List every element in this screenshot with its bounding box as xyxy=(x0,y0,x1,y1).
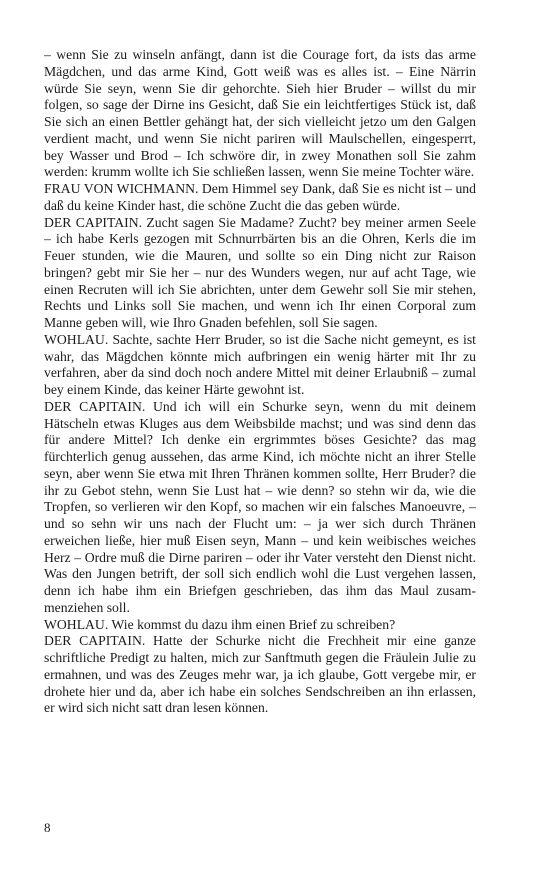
body-text xyxy=(44,47,476,717)
page-number: 8 xyxy=(44,820,51,835)
paragraph-captain-speech-continued: – wenn Sie zu winseln anfängt, dann ist die Courage fort, da ists das arme Mägdchen, und das arme Kind, Gott weiß was es alles ist. – Eine Närrin würde Sie seyn, wenn Sie dir gehorchte. Sieh hier Bruder – willst du mir folgen, so sage der Dirne ins Gesicht, daß Sie ein leichtfertiges Stück ist, daß Sie sich an einen Bettler gehängt hat, der sich vielleicht jetzo um den Galgen verdient macht, und wenn Sie nicht pariren will Maulschellen, eingesperrt, bey Wasser und Brod – Ich schwöre dir, in zwey Monathen soll Sie zahm werden: krumm wollte ich Sie schließen lassen, wenn Sie meine Tochter wäre. xyxy=(44,47,476,180)
paragraph-wohlau-brief: WOHLAU. Wie kommst du dazu ihm einen Brief zu schreiben? xyxy=(44,616,396,632)
paragraph-frau-von-wichmann: FRAU VON WICHMANN. Dem Himmel sey Dank, daß Sie es nicht ist – und daß du keine Kinder hast, die schöne Zucht die das geben würde. xyxy=(44,181,476,213)
paragraph-wohlau-sachte: WOHLAU. Sachte, sachte Herr Bruder, so ist die Sache nicht gemeynt, es ist wahr, das Mägdchen könnte mich aufbringen ein wenig härter mit Ihr zu verfahren, aber da sind doch noch andere Mittel mit deiner Erlaubniß – zumal bey einem Kinde, das keiner Härte gewohnt ist. xyxy=(44,331,476,397)
paragraph-captain-schurke: DER CAPITAIN. Und ich will ein Schurke seyn, wenn du mit deinem Hätscheln etwas Kluges aus dem Weibsbilde machst; und was sind denn das für andere Mittel? Ich denke ein ergrimmtes böses Gesichte? das mag fürchterlich genug aussehen, das arme Kind, ich möchte nicht an ihrer Stelle seyn, aber wenn Sie etwa mit Ihren Thränen kommen sollte, Herr Bruder? die ihr zu Gebot stehn, wenn Sie Lust hat – wie denn? so stehn wir da, wie die Tropfen, so verlieren wir den Kopf, so machen wir ein falsches Manoeuvre, – und so sehn wir uns nach der Flucht um: – ja wer sich durch Thränen erweichen ließe, hier muß Eisen seyn, Mann – und kein weibisches weiches Herz – Ordre muß die Dirne pariren – oder ihr Vater versteht den Dienst nicht. Was den Jungen betrift, der soll sich endlich wohl die Lust vergehen lassen, denn ich habe ihm ein Briefgen geschrieben, das ihm das Maul zusammenziehen soll. xyxy=(44,398,476,615)
paragraph-captain-predigt: DER CAPITAIN. Hatte der Schurke nicht die Frechheit mir eine ganze schriftliche Predigt zu halten, mich zur Sanftmuth gegen die Fräulein Julie zu ermahnen, und was des Zeuges mehr war, ja ich glaube, Gott vergebe mir, er drohete hier und da, aber ich habe ein solches Sendschreiben an ihn erlassen, er wird sich nicht satt dran lesen können. xyxy=(44,633,476,716)
paragraph-captain-zucht: DER CAPITAIN. Zucht sagen Sie Madame? Zucht? bey meiner armen Seele – ich habe Kerls gezogen mit Schnurrbärten bis an die Ohren, Kerls die im Feuer stunden, wie die Mauren, und sollte so ein Ding nicht zur Raison bringen? gebt mir Sie her – nur des Wunders wegen, nur auf acht Tage, wie einen Recruten will ich Sie abrichten, unter dem Gewehr soll Sie mir stehen, Rechts und Links soll Sie machen, und wenn ich Ihr einen Corporal zum Manne geben will, wie Ihro Gnaden befehlen, soll Sie sagen. xyxy=(44,214,476,330)
